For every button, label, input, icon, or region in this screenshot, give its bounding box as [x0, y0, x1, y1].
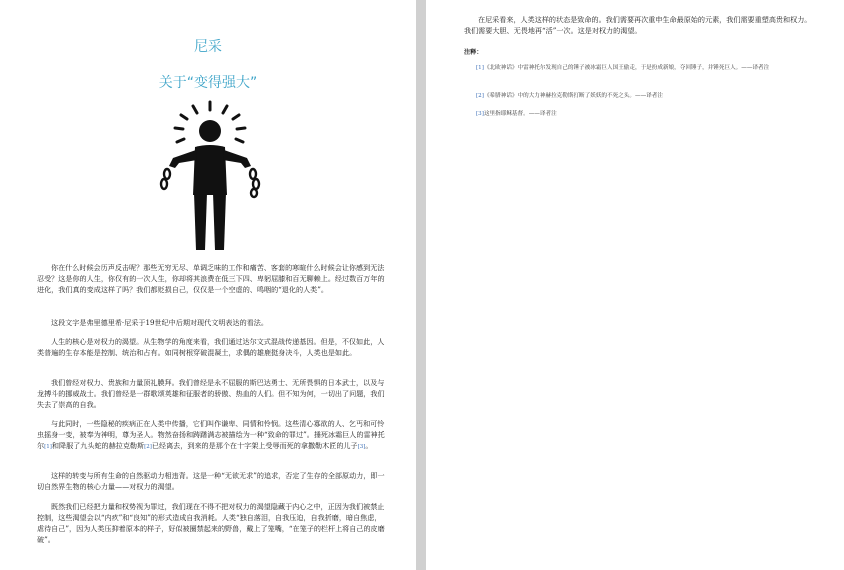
right-page [426, 0, 844, 570]
paragraph-text: 。 [365, 441, 373, 451]
footnote-ref[interactable]: [3] [476, 111, 484, 117]
footnote-ref[interactable]: [2] [476, 93, 484, 99]
page-gap [416, 0, 426, 570]
footnote-link-2[interactable]: [2] [144, 444, 152, 451]
footnote-text: 这里指耶稣基督。——译者注 [483, 111, 557, 117]
body-paragraph: 这样的转变与所有生命的自然驱动力相违背。这是一种“无欲无求”的追求，否定了生存的全部原动力，即一切自然界生物的核心力量——对权力的渴望。 [37, 471, 385, 492]
paragraph-text: 与此同时，一些隐秘的疾病正在人类中传播，它们叫作谦卑、同情和怜悯。这些清心寡欲的人、乞丐和可怜虫摇身一变，被奉为神明，尊为圣人。物然奋扬和踌躇满志被描绘为一种“致命的罪过”。捶死冰霜巨人的雷神托尔 [37, 419, 385, 451]
footnote-text: 《希腊神话》中的大力神赫拉克勒斯打断了妖妖的不死之头。——译者注 [483, 93, 663, 99]
body-paragraph: 这段文字是弗里德里希·尼采于19世纪中后期对现代文明表达的看法。 [51, 318, 268, 327]
body-paragraph: 你在什么时候会历声反击呢？那些无穷无尽、单调乏味的工作和痛苦、客套的寒暄什么时候会让你感到无法忍受？这是你的人生，你仅有的一次人生，你却将其浪费在低三下四、卑躬屈膝和百无聊赖上。经过数百万年的进化，我们真的变成这样了吗？我们都贬损自己，仅仅是一个空虚的、鸣咽的“退化的人类”。 [37, 263, 385, 295]
paragraph-text: 已经离去，到来的是那个在十字架上受辱而死的拿撒勒木匠的儿子 [151, 441, 358, 451]
footnote-1 [476, 64, 806, 74]
chapter-title: 尼采 [194, 39, 222, 55]
body-paragraph: 既然我们已经把力量和权势视为罪过，我们现在不得不把对权力的渴望隐藏于内心之中，正因为我们被禁止控制，这些渴望会以“内疚”和“良知”的形式造成自我消耗。人类“独自落泪，自我压迫，自我折磨，暗自焦虑，虐待自己”，因为人类压抑着原本的样子，好似被圈禁起来的野兽，戴上了笼嘴，“在笼子的栏杆上将自己的皮磨破”。 [37, 502, 385, 545]
body-paragraph: 在尼采看来，人类这样的状态是致命的。我们需要再次重申生命最原始的元素，我们需要重塑高贵和权力。我们需要大胆、无畏地再“活”一次。这是对权力的渴望。 [464, 15, 812, 36]
body-paragraph-with-footnotes [37, 418, 385, 453]
footnote-2 [476, 92, 806, 102]
footnote-link-3[interactable]: [3] [357, 444, 366, 451]
footnote-text: 《北欧神话》中雷神托尔发现自己的锤子被冰霜巨人国王偷走，于是扮成新娘，夺回锤子，并锤死巨人。——译者注 [483, 65, 770, 71]
footnote-ref[interactable]: [1] [476, 65, 484, 71]
body-paragraph: 我们曾经对权力、贵族和力量顶礼膜拜。我们曾经是永不屈服的斯巴达勇士、无所畏惧的日本武士，以及与龙搏斗的挪威战士。我们曾经是一群歌颂英雄和征服者的骄傲、热血的人们。但不知为何，一切出了问题，我们失去了崇高的自我。 [37, 378, 385, 410]
man-breaking-chains-icon [155, 100, 265, 256]
body-paragraph: 人生的核心是对权力的渴望。从生物学的角度来看，我们通过达尔文式混战传递基因。但是，不仅如此，人类普遍的生存本能是控制、统治和占有。如同树根穿破混凝土，求偶的雄鹿挺身决斗，人类也是如此。 [37, 337, 385, 358]
notes-heading: 注释： [464, 49, 483, 56]
paragraph-text: 和降服了九头蛇的赫拉克勒斯 [51, 441, 145, 451]
left-page [0, 0, 416, 570]
chapter-subtitle: 关于“变得强大” [158, 75, 258, 91]
footnote-link-1[interactable]: [1] [44, 444, 52, 451]
footnote-3 [476, 110, 806, 120]
